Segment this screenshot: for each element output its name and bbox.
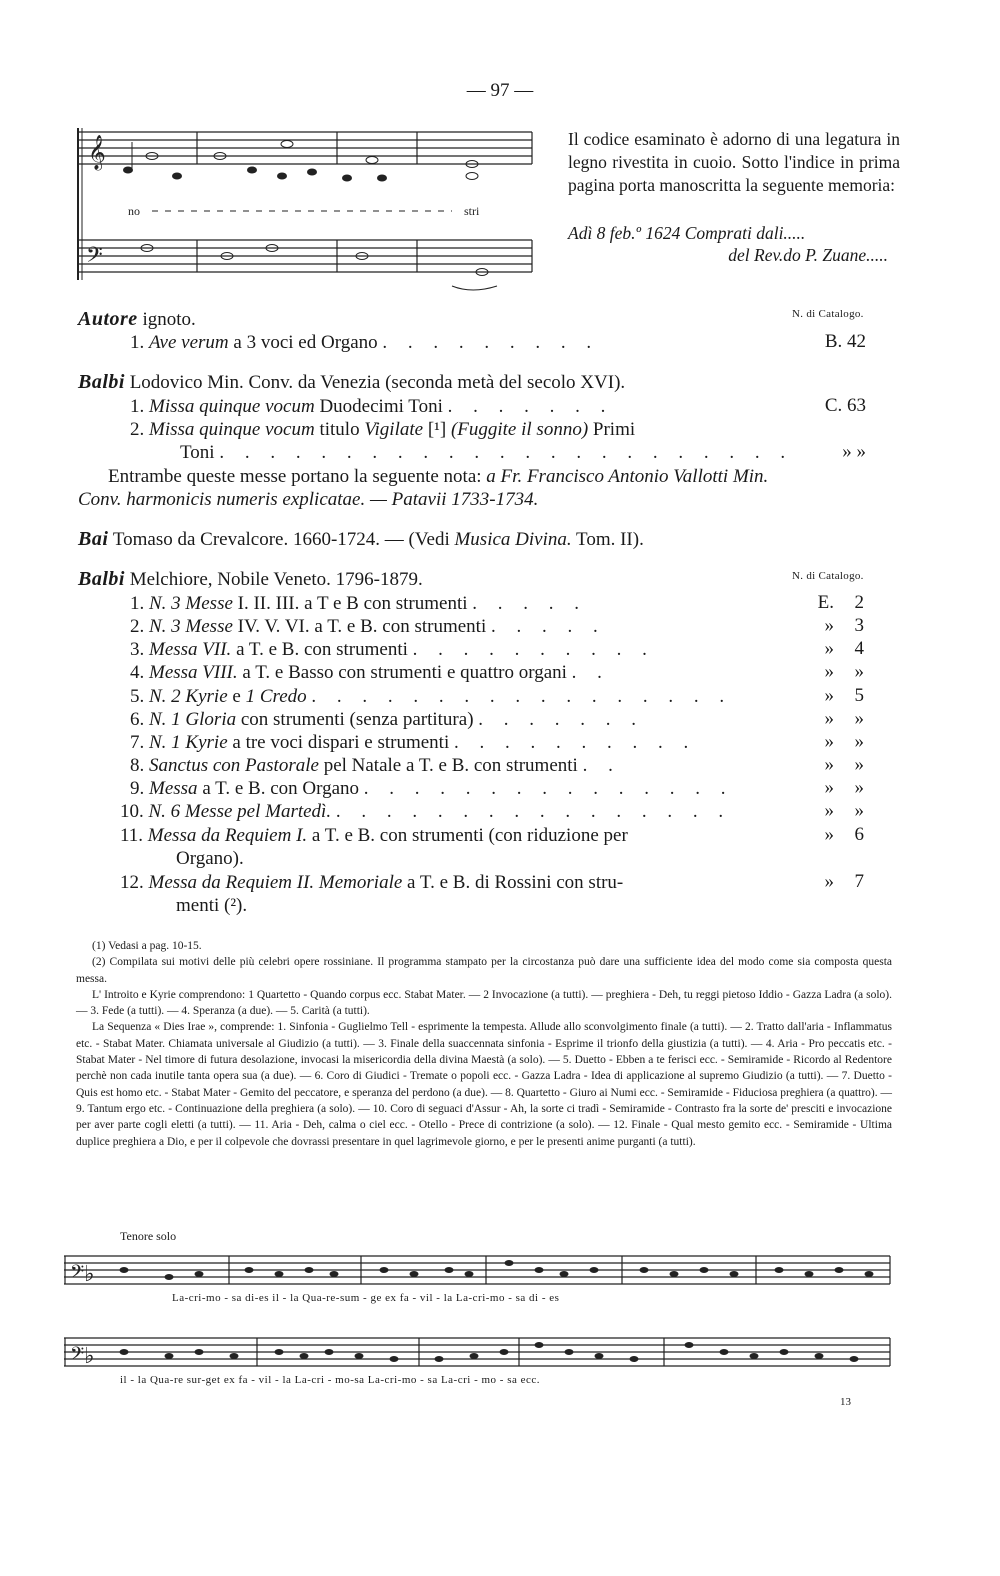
catalog-c63: C. 63 <box>824 395 866 416</box>
melchiore-item-12-cont: menti (²). <box>176 895 248 916</box>
tenore-solo-label: Tenore solo <box>120 1229 177 1243</box>
melchiore-cat-1b: 2 <box>854 592 864 613</box>
melchiore-cat-1a: E. <box>817 592 834 613</box>
melchiore-item-10: 10. N. 6 Messe pel Martedì. . . . . . . . . . . . . . . . . <box>120 801 732 822</box>
svg-text:𝄢♭: 𝄢♭ <box>70 1262 95 1287</box>
melchiore-item-11: 11. Messa da Requiem I. a T. e B. con strumenti (con riduzione per <box>120 825 628 846</box>
entry-balbi-lodovico-item-1: 1. Missa quinque vocum Duodecimi Toni . . . . . . . <box>130 396 614 417</box>
entry-balbi-lodovico-note: Entrambe queste messe portano la seguente nota: a Fr. Francisco Antonio Vallotti Min. <box>108 466 769 487</box>
entry-bai: Bai Tomaso da Crevalcore. 1660-1724. — (Vedi Musica Divina. Tom. II). <box>78 528 644 550</box>
printer-signature: 13 <box>840 1396 851 1408</box>
entry-autore-item-1: 1. Ave verum a 3 voci ed Organo . . . . . . . . . <box>130 332 600 353</box>
melchiore-item-11-cont: Organo). <box>176 848 244 869</box>
catalog-b42: B. 42 <box>824 331 866 352</box>
melchiore-item-4: 4. Messa VIII. a T. e Basso con strumenti e quattro organi . . <box>130 662 610 683</box>
footnote-introito: L' Introito e Kyrie comprendono: 1 Quartetto - Quando corpus ecc. Stabat Mater. — 2 Invocazione (a tutti). — preghiera - Deh, tu reggi pietoso Iddio - Gazza Ladra (a solo). — 3. Fede (a tutti). — 4. Speranza (a due). — 5. Carità (a tutti). <box>76 988 892 1018</box>
top-music-excerpt <box>72 118 542 298</box>
codex-description: Il codice esaminato è adorno di una legatura in legno rivestita in cuoio. Sotto l'indice in prima pagina porta manoscritta la seguente memoria: <box>568 129 900 195</box>
lyrics-line-2: il - la Qua-re sur-get ex fa - vil - la La-cri - mo-sa La-cri-mo - sa La-cri - mo - sa ecc. <box>120 1374 541 1386</box>
catalog-header: N. di Catalogo. <box>792 308 864 320</box>
catalog-header-2: N. di Catalogo. <box>792 570 864 582</box>
page-number: — 97 — <box>466 80 534 101</box>
melchiore-item-6: 6. N. 1 Gloria con strumenti (senza partitura) . . . . . . . <box>130 709 645 730</box>
lower-staff <box>78 240 532 290</box>
melchiore-cat-8b: » <box>854 754 864 775</box>
entry-balbi-lodovico-heading: Balbi Lodovico Min. Conv. da Venezia (seconda metà del secolo XVI). <box>78 371 626 393</box>
syllable-stri: stri <box>464 204 480 218</box>
melchiore-cat-5b: 5 <box>854 685 864 706</box>
melchiore-item-3: 3. Messa VII. a T. e B. con strumenti . . . . . . . . . . <box>130 639 655 660</box>
footnote-sequenza: La Sequenza « Dies Irae », comprende: 1. Sinfonia - Guglielmo Tell - esprimente la tempesta. Allude allo sconvolgimento finale (a tutti). — 2. Tratto dall'aria - Inflammatus etc. - Stabat Mater. Chiamata universale al Giudizio (a tutti). — 3. Finale della suaccennata sinfonia - Esprime il trionfo della giustizia (a tutti). — 4. Aria - Pro peccatis etc. - Stabat Mater - Nel timore di futura desolazione, invocasi la misericordia della divina Maestà (a solo). — 5. Duetto - Ebben a te ferisci ecc. - Semiramide - Ricordo al Redentore perchè non cada inutile tanta opera sua (a due). — 6. Coro di Giudici - Tremate o popoli ecc. - Gazza Ladra - Idea di applicazione al supremo Giudizio (a tutti). — 7. Duetto - Quis est homo etc. - Stabat Mater - Gemito del peccatore, e speranza del perdono (a due). — 8. Quartetto - Giuro ai Numi ecc. - Semiramide - Fiduciosa preghiera (a quattro). — 9. Tantum ergo etc. - Continuazione della preghiera (a solo). — 10. Coro di seguaci d'Assur - Ah, la sorte ci tradì - Semiramide - Contrasto fra la sorte de' presciti e invocazione per aver parte cogli eletti (a tutti). — 11. Aria - Deh, calma o ciel ecc. - Otello - Prece di contrizione (a solo). — 12. Finale - Qual mesto gemito ecc. - Semiramide - Ultima duplice preghiera a Dio, e per il colpevole che dovrassi presentare in quel lagrimevole giorno, e per le presenti anime purganti (a tutti). <box>76 1021 892 1148</box>
melchiore-cat-6b: » <box>854 708 864 729</box>
melchiore-cat-7a: » <box>824 731 834 752</box>
memo-line-2: del Rev.do P. Zuane..... <box>728 245 888 265</box>
melchiore-cat-10a: » <box>824 800 834 821</box>
melchiore-cat-3b: 4 <box>854 638 864 659</box>
entry-autore-heading: Autore ignoto. <box>78 308 196 330</box>
melchiore-cat-4b: » <box>854 661 864 682</box>
entry-balbi-lodovico-note-cont: Conv. harmonicis numeris explicatae. — Patavii 1733-1734. <box>78 489 539 510</box>
melchiore-cat-10b: » <box>854 800 864 821</box>
melchiore-item-1: 1. N. 3 Messe I. II. III. a T e B con strumenti . . . . . <box>130 593 588 614</box>
footnote-2: (2) Compilata sui motivi delle più celebri opere rossiniane. Il programma stampato per la circostanza può dare una sufficiente idea del modo come sia composta questa messa. <box>76 956 892 985</box>
handwritten-memo <box>560 222 890 266</box>
entry-balbi-melchiore-heading: Balbi Melchiore, Nobile Veneto. 1796-1879. <box>78 568 423 590</box>
svg-text:𝄢♭: 𝄢♭ <box>70 1344 95 1369</box>
melchiore-cat-9a: » <box>824 777 834 798</box>
footnote-1: (1) Vedasi a pag. 10-15. <box>92 940 202 952</box>
entry-balbi-lodovico-item-2: 2. Missa quinque vocum titulo Vigilate [¹] (Fuggite il sonno) Primi <box>130 419 636 440</box>
melchiore-cat-4a: » <box>824 661 834 682</box>
memo-line-1: Adì 8 feb.º 1624 Comprati dali..... <box>568 223 806 243</box>
melchiore-cat-12b: 7 <box>854 871 864 892</box>
melchiore-item-8: 8. Sanctus con Pastorale pel Natale a T. e B. con strumenti . . <box>130 755 621 776</box>
svg-text:𝄞: 𝄞 <box>88 135 106 170</box>
melchiore-cat-7b: » <box>854 731 864 752</box>
melchiore-item-9: 9. Messa a T. e B. con Organo . . . . . . . . . . . . . . . <box>130 778 734 799</box>
melchiore-item-12: 12. Messa da Requiem II. Memoriale a T. e B. di Rossini con stru- <box>120 872 624 893</box>
melchiore-cat-11b: 6 <box>854 824 864 845</box>
melchiore-item-5: 5. N. 2 Kyrie e 1 Credo . . . . . . . . . . . . . . . . . <box>130 686 733 707</box>
melchiore-item-2: 2. N. 3 Messe IV. V. VI. a T. e B. con strumenti . . . . . <box>130 616 606 637</box>
melchiore-cat-2b: 3 <box>854 615 864 636</box>
melchiore-cat-8a: » <box>824 754 834 775</box>
bottom-music-staff-1 <box>64 1246 892 1294</box>
melchiore-cat-3a: » <box>824 638 834 659</box>
bottom-music-staff-2 <box>64 1328 892 1376</box>
melchiore-cat-5a: » <box>824 685 834 706</box>
upper-staff <box>78 132 532 182</box>
melchiore-cat-9b: » <box>854 777 864 798</box>
footnotes <box>76 938 892 1150</box>
entry-balbi-lodovico-item-2-cont: Toni . . . . . . . . . . . . . . . . . . . . . . . <box>180 442 794 463</box>
melchiore-item-7: 7. N. 1 Kyrie a tre voci dispari e strumenti . . . . . . . . . . <box>130 732 697 753</box>
syllable-no: no <box>128 204 140 218</box>
melchiore-cat-2a: » <box>824 615 834 636</box>
svg-text:𝄢: 𝄢 <box>86 243 103 273</box>
catalog-ditto: » » <box>842 441 866 462</box>
melchiore-cat-6a: » <box>824 708 834 729</box>
melchiore-cat-12a: » <box>824 871 834 892</box>
melchiore-cat-11a: » <box>824 824 834 845</box>
lyrics-line-1: La-cri-mo - sa di-es il - la Qua-re-sum - ge ex fa - vil - la La-cri-mo - sa di - es <box>172 1292 560 1304</box>
